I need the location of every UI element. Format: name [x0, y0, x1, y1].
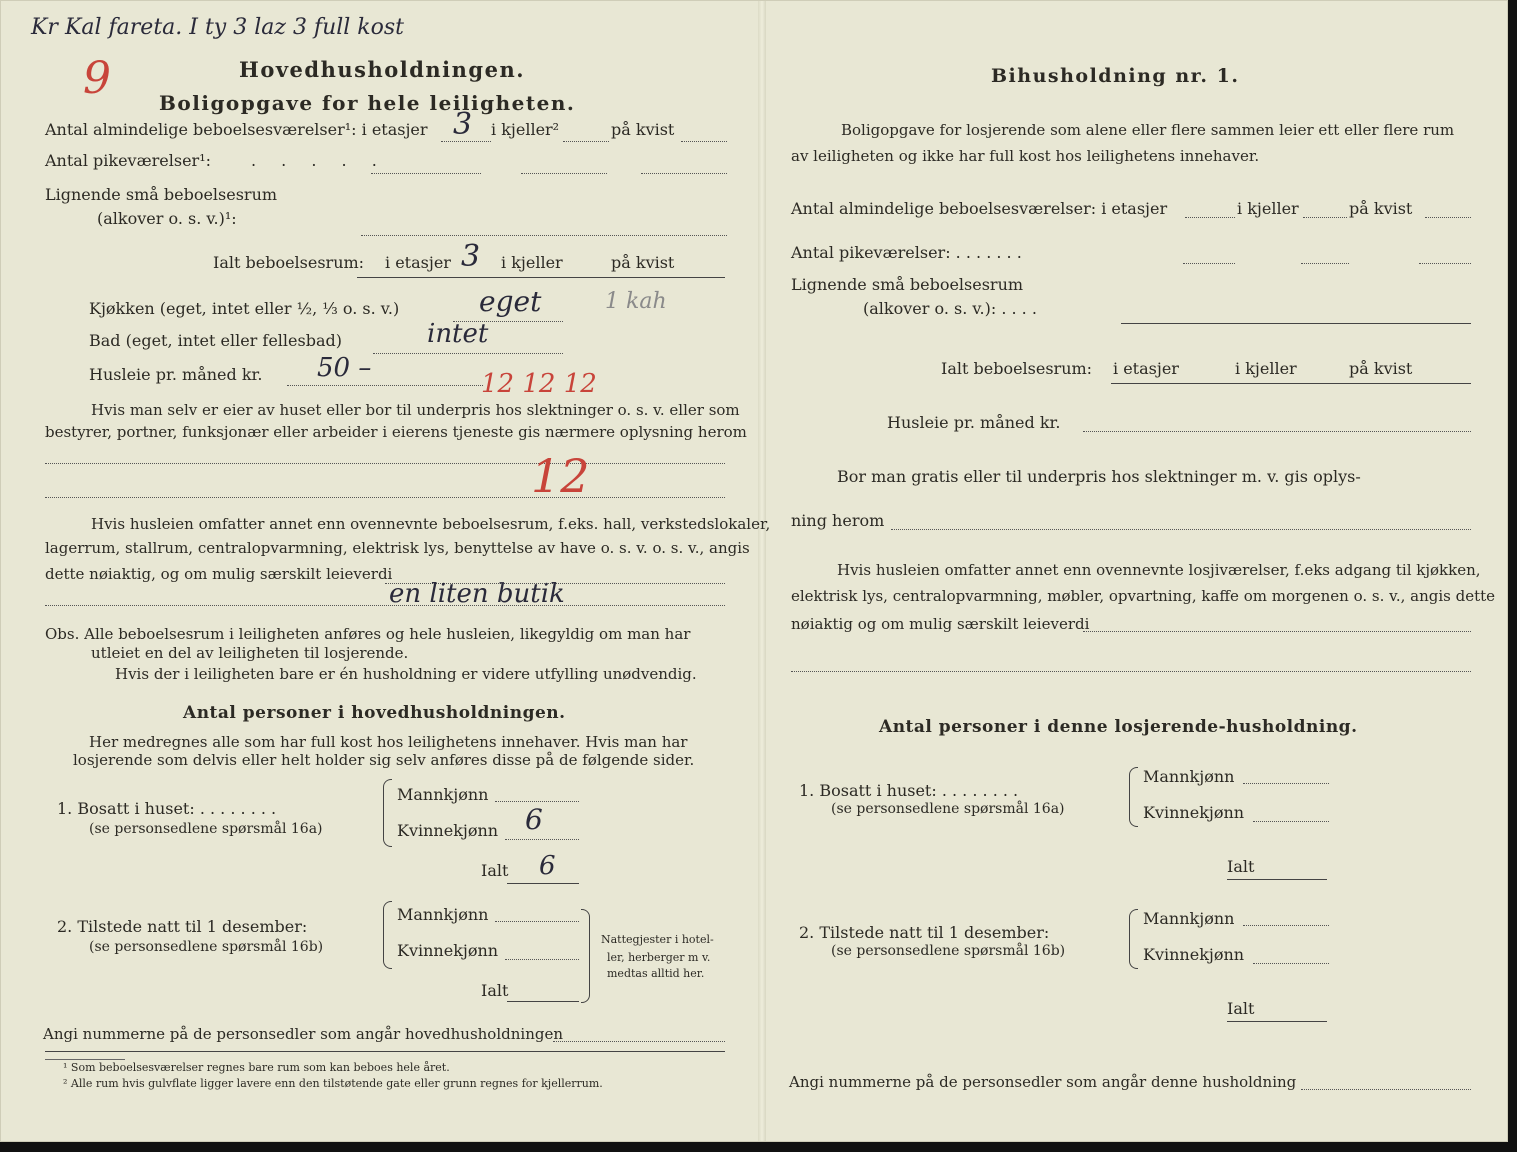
- handwritten-red-number: 9: [83, 53, 111, 104]
- persons-text-2: losjerende som delvis eller helt holder sig selv anføres disse på de følgende sider.: [73, 751, 695, 769]
- right-rooms-kvist-field[interactable]: [1425, 217, 1471, 218]
- bad-label: Bad (eget, intet eller fellesbad): [89, 331, 342, 350]
- nattegjester-line-2: ler, herberger m v.: [607, 951, 711, 964]
- nattegjester-brace: [581, 909, 590, 1003]
- right-omfatter-1: Hvis husleien omfatter annet enn ovennevnte losjiværelser, f.eks adgang til kjøkken,: [837, 561, 1481, 579]
- page-fold: [758, 1, 766, 1141]
- right-husleie-label: Husleie pr. måned kr.: [887, 413, 1061, 432]
- q2-sub: (se personsedlene spørsmål 16b): [89, 939, 324, 955]
- rooms-etasjer-value: 3: [453, 107, 473, 142]
- q2-brace: [383, 901, 392, 969]
- ialt-etasjer-label: i etasjer: [385, 253, 451, 272]
- husleie-field[interactable]: [287, 385, 483, 386]
- right-q2-label: 2. Tilstede natt til 1 desember:: [799, 923, 1050, 942]
- right-q1-ialt-label: Ialt: [1227, 857, 1255, 876]
- right-q2-kvinne-field[interactable]: [1253, 963, 1329, 964]
- rooms-kjeller-field[interactable]: [563, 141, 609, 142]
- obs-text-1: Obs. Alle beboelsesrum i leiligheten anføres og hele husleien, likegyldig om man har: [45, 625, 691, 643]
- right-omfatter-field-2[interactable]: [791, 671, 1471, 672]
- kjokken-extra: 1 kah: [605, 289, 667, 314]
- right-q1-label: 1. Bosatt i huset: . . . . . . . .: [799, 781, 1019, 800]
- footnote-1: ¹ Som beboelsesværelser regnes bare rum som kan beboes hele året.: [63, 1061, 450, 1074]
- eier-text-2: bestyrer, portner, funksjonær eller arbeider i eierens tjeneste gis nærmere oplysning herom: [45, 423, 747, 441]
- pike-etasjer-field[interactable]: [371, 173, 481, 174]
- right-rooms-etasjer-field[interactable]: [1185, 217, 1235, 218]
- rooms-label: Antal almindelige beboelsesværelser¹: i etasjer: [45, 120, 428, 139]
- angi-field[interactable]: [553, 1041, 725, 1042]
- q1-brace: [383, 779, 392, 847]
- right-pike-kvist-field[interactable]: [1419, 263, 1471, 264]
- bad-field[interactable]: [373, 353, 563, 354]
- husleie-value: 50 –: [317, 353, 372, 383]
- right-angi-text: Angi nummerne på de personsedler som angår denne husholdning: [789, 1073, 1297, 1091]
- right-q1-brace: [1129, 767, 1138, 827]
- rooms-kjeller-label: i kjeller²: [491, 120, 560, 139]
- footnote-2: ² Alle rum hvis gulvflate ligger lavere enn den tilstøtende gate eller grunn regnes for kjellerrum.: [63, 1077, 603, 1090]
- ialt-value: 3: [461, 239, 481, 274]
- lignende-sublabel: (alkover o. s. v.)¹:: [97, 209, 237, 228]
- right-q2-sub: (se personsedlene spørsmål 16b): [831, 943, 1066, 959]
- right-rooms-kjeller-label: i kjeller: [1237, 199, 1299, 218]
- q1-mann-field[interactable]: [495, 801, 579, 802]
- q1-ialt-label: Ialt: [481, 861, 509, 880]
- rooms-etasjer-field[interactable]: [441, 141, 491, 142]
- right-husleie-field[interactable]: [1083, 431, 1471, 432]
- ialt-kjeller-label: i kjeller: [501, 253, 563, 272]
- angi-underline: [45, 1051, 725, 1052]
- pike-kvist-field[interactable]: [641, 173, 727, 174]
- omfatter-text-3: dette nøiaktig, og om mulig særskilt leieverdi: [45, 565, 393, 583]
- handwritten-annotation: Kr Kal fareta. I ty 3 laz 3 full kost: [31, 15, 405, 40]
- right-intro-1: Boligopgave for losjerende som alene eller flere sammen leier ett eller flere rum: [841, 121, 1455, 139]
- right-q2-mann-field[interactable]: [1243, 925, 1329, 926]
- q1-kvinne-label: Kvinnekjønn: [397, 821, 499, 840]
- right-intro-2: av leiligheten og ikke har full kost hos leilighetens innehaver.: [791, 147, 1260, 165]
- lignende-field[interactable]: [361, 235, 727, 236]
- right-lignende-sublabel: (alkover o. s. v.): . . . .: [863, 299, 1037, 318]
- q2-mann-field[interactable]: [495, 921, 579, 922]
- q2-label: 2. Tilstede natt til 1 desember:: [57, 917, 308, 936]
- q1-kvinne-value: 6: [525, 803, 543, 836]
- right-q2-kvinne-label: Kvinnekjønn: [1143, 945, 1245, 964]
- husleie-label: Husleie pr. måned kr.: [89, 365, 263, 384]
- right-q1-ialt-field[interactable]: [1227, 879, 1327, 880]
- right-gratis-1: Bor man gratis eller til underpris hos slektninger m. v. gis oplys-: [837, 467, 1361, 486]
- q2-ialt-label: Ialt: [481, 981, 509, 1000]
- right-q2-ialt-label: Ialt: [1227, 999, 1255, 1018]
- right-omfatter-field-1[interactable]: [1083, 631, 1471, 632]
- omfatter-field-2[interactable]: [45, 605, 725, 606]
- q2-kvinne-label: Kvinnekjønn: [397, 941, 499, 960]
- right-pike-label: Antal pikeværelser: . . . . . . .: [791, 243, 1022, 262]
- right-ialt-label: Ialt beboelsesrum:: [941, 359, 1093, 378]
- pike-dots: . . . . .: [251, 151, 387, 170]
- right-omfatter-3: nøiaktig og om mulig særskilt leieverdi: [791, 615, 1090, 633]
- red-mark-12: 12: [531, 449, 590, 503]
- persons-title: Antal personer i hovedhusholdningen.: [183, 703, 566, 723]
- right-persons-title: Antal personer i denne losjerende-husholdning.: [879, 717, 1358, 737]
- q2-kvinne-field[interactable]: [505, 959, 579, 960]
- rooms-kvist-label: på kvist: [611, 120, 675, 139]
- pike-kjeller-field[interactable]: [521, 173, 607, 174]
- right-pike-etasjer-field[interactable]: [1183, 263, 1235, 264]
- q1-mann-label: Mannkjønn: [397, 785, 489, 804]
- ialt-kvist-label: på kvist: [611, 253, 675, 272]
- right-q2-mann-label: Mannkjønn: [1143, 909, 1235, 928]
- kjokken-label: Kjøkken (eget, intet eller ½, ⅓ o. s. v.): [89, 299, 400, 318]
- right-pike-kjeller-field[interactable]: [1301, 263, 1349, 264]
- bad-value: intet: [427, 319, 489, 349]
- q1-sub: (se personsedlene spørsmål 16a): [89, 821, 323, 837]
- right-angi-field[interactable]: [1301, 1089, 1471, 1090]
- q1-kvinne-field[interactable]: [505, 839, 579, 840]
- right-ialt-etasjer-label: i etasjer: [1113, 359, 1179, 378]
- page-title: Hovedhusholdningen.: [239, 57, 526, 82]
- angi-text: Angi nummerne på de personsedler som angår hovedhusholdningen: [43, 1025, 563, 1043]
- husleie-red-value: 12 12 12: [481, 369, 597, 399]
- q1-ialt-field[interactable]: [507, 883, 579, 884]
- pike-label: Antal pikeværelser¹:: [45, 151, 211, 170]
- right-q1-kvinne-label: Kvinnekjønn: [1143, 803, 1245, 822]
- lignende-label: Lignende små beboelsesrum: [45, 185, 278, 204]
- persons-text-1: Her medregnes alle som har full kost hos leilighetens innehaver. Hvis man har: [89, 733, 688, 751]
- right-gratis-field[interactable]: [891, 529, 1471, 530]
- eier-field-2[interactable]: [45, 497, 725, 498]
- omfatter-value: en liten butik: [389, 579, 565, 609]
- ialt-label: Ialt beboelsesrum:: [213, 253, 365, 272]
- page-subtitle: Boligopgave for hele leiligheten.: [159, 91, 576, 115]
- right-q1-kvinne-field[interactable]: [1253, 821, 1329, 822]
- right-ialt-underline: [1111, 383, 1471, 384]
- right-rooms-kjeller-field[interactable]: [1303, 217, 1347, 218]
- right-q1-mann-field[interactable]: [1243, 783, 1329, 784]
- right-lignende-field[interactable]: [1121, 323, 1471, 324]
- right-gratis-2: ning herom: [791, 511, 885, 530]
- right-lignende-label: Lignende små beboelsesrum: [791, 275, 1024, 294]
- eier-field-1[interactable]: [45, 463, 725, 464]
- right-rooms-kvist-label: på kvist: [1349, 199, 1413, 218]
- footnote-rule: [45, 1059, 125, 1060]
- kjokken-value: eget: [479, 285, 542, 318]
- nattegjester-line-3: medtas alltid her.: [607, 967, 705, 980]
- right-ialt-kjeller-label: i kjeller: [1235, 359, 1297, 378]
- rooms-kvist-field[interactable]: [681, 141, 727, 142]
- right-q1-mann-label: Mannkjønn: [1143, 767, 1235, 786]
- right-q2-ialt-field[interactable]: [1227, 1021, 1327, 1022]
- obs-text-3: Hvis der i leiligheten bare er én husholdning er videre utfylling unødvendig.: [115, 665, 697, 683]
- q2-mann-label: Mannkjønn: [397, 905, 489, 924]
- q1-label: 1. Bosatt i huset: . . . . . . . .: [57, 799, 277, 818]
- nattegjester-line-1: Nattegjester i hotel-: [601, 933, 714, 946]
- right-ialt-kvist-label: på kvist: [1349, 359, 1413, 378]
- right-omfatter-2: elektrisk lys, centralopvarmning, møbler, opvartning, kaffe om morgenen o. s. v., angis dette: [791, 587, 1496, 605]
- right-q2-brace: [1129, 909, 1138, 969]
- q1-ialt-value: 6: [539, 851, 556, 881]
- right-q1-sub: (se personsedlene spørsmål 16a): [831, 801, 1065, 817]
- ialt-underline: [357, 277, 725, 278]
- obs-text-2: utleiet en del av leiligheten til losjerende.: [91, 644, 409, 662]
- omfatter-text-2: lagerrum, stallrum, centralopvarmning, elektrisk lys, benyttelse av have o. s. v. o. s. v., angis: [45, 539, 750, 557]
- q2-ialt-field[interactable]: [507, 1001, 579, 1002]
- right-rooms-label: Antal almindelige beboelsesværelser: i etasjer: [791, 199, 1168, 218]
- eier-text-1: Hvis man selv er eier av huset eller bor til underpris hos slektninger o. s. v. eller som: [91, 401, 740, 419]
- right-title: Bihusholdning nr. 1.: [991, 65, 1240, 87]
- omfatter-text-1: Hvis husleien omfatter annet enn ovennevnte beboelsesrum, f.eks. hall, verkstedslokaler,: [91, 515, 771, 533]
